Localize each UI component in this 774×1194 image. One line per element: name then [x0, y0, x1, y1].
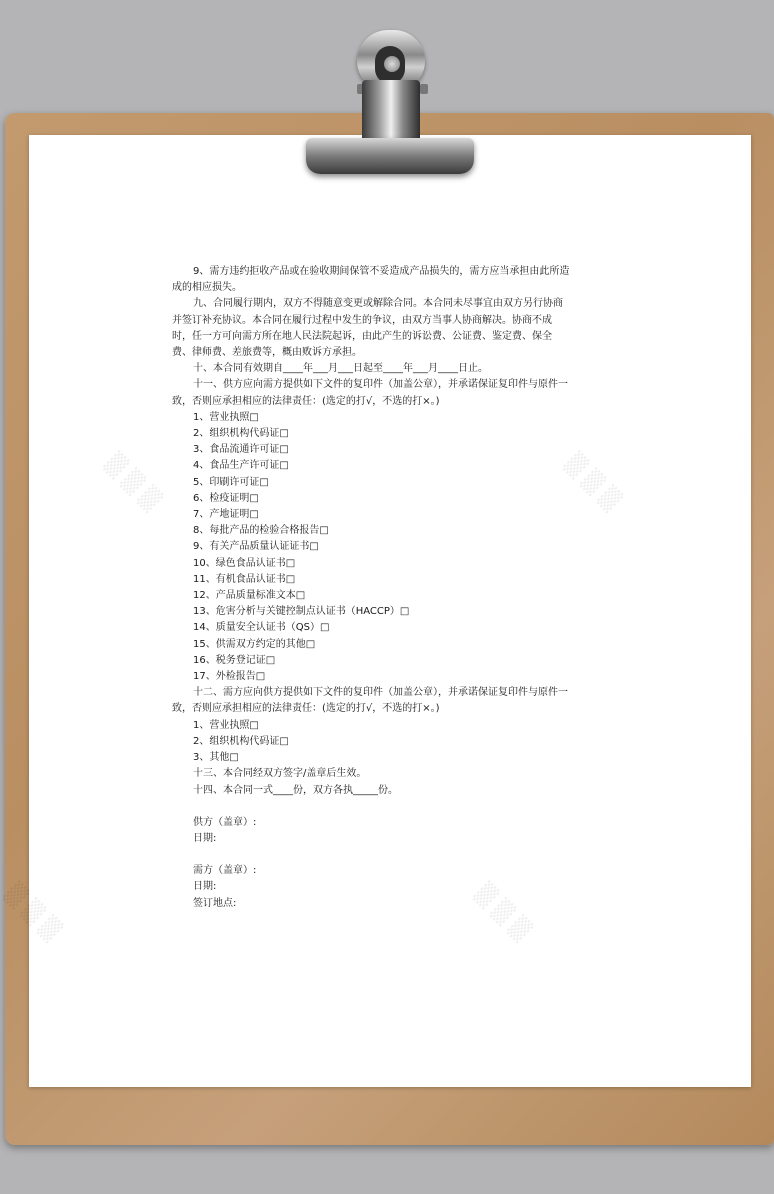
- buyer-doc-item: 1、营业执照□: [193, 719, 259, 731]
- spacer: [172, 799, 612, 815]
- buyer-doc-item: 3、其他□: [193, 752, 239, 764]
- supplier-doc-item: 17、外检报告□: [193, 671, 266, 683]
- supplier-doc-item: 1、营业执照□: [193, 411, 259, 423]
- buyer-doc-item: 2、组织机构代码证□: [193, 735, 289, 747]
- binder-clip-knob: [384, 56, 400, 72]
- clause-14: 十四、本合同一式____份，双方各执_____份。: [193, 784, 398, 796]
- supplier-doc-item: 15、供需双方约定的其他□: [193, 638, 316, 650]
- watermark: ▒ ▒ ▒: [0, 880, 65, 945]
- watermark: ▒ ▒ ▒: [100, 450, 165, 515]
- supplier-doc-item: 5、印刷许可证□: [193, 476, 269, 488]
- watermark: ▒ ▒ ▒: [470, 880, 535, 945]
- buyer-seal-label: 需方（盖章）:: [193, 865, 257, 877]
- supplier-doc-item: 11、有机食品认证书□: [193, 573, 296, 585]
- supplier-seal-label: 供方（盖章）:: [193, 816, 257, 828]
- clause-13: 十三、本合同经双方签字/盖章后生效。: [193, 768, 367, 780]
- supplier-doc-item: 2、组织机构代码证□: [193, 428, 289, 440]
- clause-jiu-line4: 费、律师费、差旅费等，概由败诉方承担。: [172, 347, 362, 359]
- clause-jiu-line1: 九、合同履行期内，双方不得随意变更或解除合同。本合同未尽事宜由双方另行协商: [193, 298, 563, 310]
- contract-text: [172, 264, 612, 912]
- supplier-date-label: 日期:: [193, 832, 217, 844]
- supplier-doc-item: 13、危害分析与关键控制点认证书（HACCP）□: [193, 606, 410, 618]
- supplier-doc-item: 14、质量安全认证书（QS）□: [193, 622, 330, 634]
- supplier-doc-item: 16、税务登记证□: [193, 654, 276, 666]
- clause-10: 十、本合同有效期自____年___月___日起至____年___月____日止。: [193, 363, 488, 375]
- sign-place-label: 签订地点:: [193, 897, 237, 909]
- watermark: ▒ ▒ ▒: [560, 450, 625, 515]
- supplier-doc-item: 4、食品生产许可证□: [193, 460, 289, 472]
- clause-9-line1: 9、需方违约拒收产品或在验收期间保管不妥造成产品损失的，需方应当承担由此所造: [193, 266, 570, 277]
- supplier-doc-item: 6、检疫证明□: [193, 492, 259, 504]
- supplier-doc-item: 3、食品流通许可证□: [193, 444, 289, 456]
- clause-12-line2: 致，否则应承担相应的法律责任：(选定的打√，不选的打×。): [172, 703, 440, 715]
- supplier-doc-item: 7、产地证明□: [193, 509, 259, 521]
- clause-12-line1: 十二、需方应向供方提供如下文件的复印件（加盖公章），并承诺保证复印件与原件一: [193, 687, 568, 699]
- supplier-doc-item: 10、绿色食品认证书□: [193, 557, 296, 569]
- clip-pin: [420, 84, 428, 94]
- clause-11-line2: 致，否则应承担相应的法律责任：(选定的打√，不选的打×。): [172, 395, 440, 407]
- spacer: [172, 847, 612, 863]
- binder-clip-stem: [362, 80, 420, 142]
- supplier-doc-item: 9、有关产品质量认证证书□: [193, 541, 319, 553]
- binder-clip-base: [306, 138, 474, 174]
- clause-jiu-line2: 并签订补充协议。本合同在履行过程中发生的争议，由双方当事人协商解决。协商不成: [172, 314, 552, 326]
- supplier-doc-item: 12、产品质量标准文本□: [193, 590, 306, 602]
- clause-11-line1: 十一、供方应向需方提供如下文件的复印件（加盖公章），并承诺保证复印件与原件一: [193, 379, 568, 391]
- clause-9-line2: 成的相应损失。: [172, 282, 242, 294]
- clause-jiu-line3: 时，任一方可向需方所在地人民法院起诉，由此产生的诉讼费、公证费、鉴定费、保全: [172, 330, 552, 342]
- buyer-date-label: 日期:: [193, 881, 217, 893]
- supplier-doc-item: 8、每批产品的检验合格报告□: [193, 525, 329, 537]
